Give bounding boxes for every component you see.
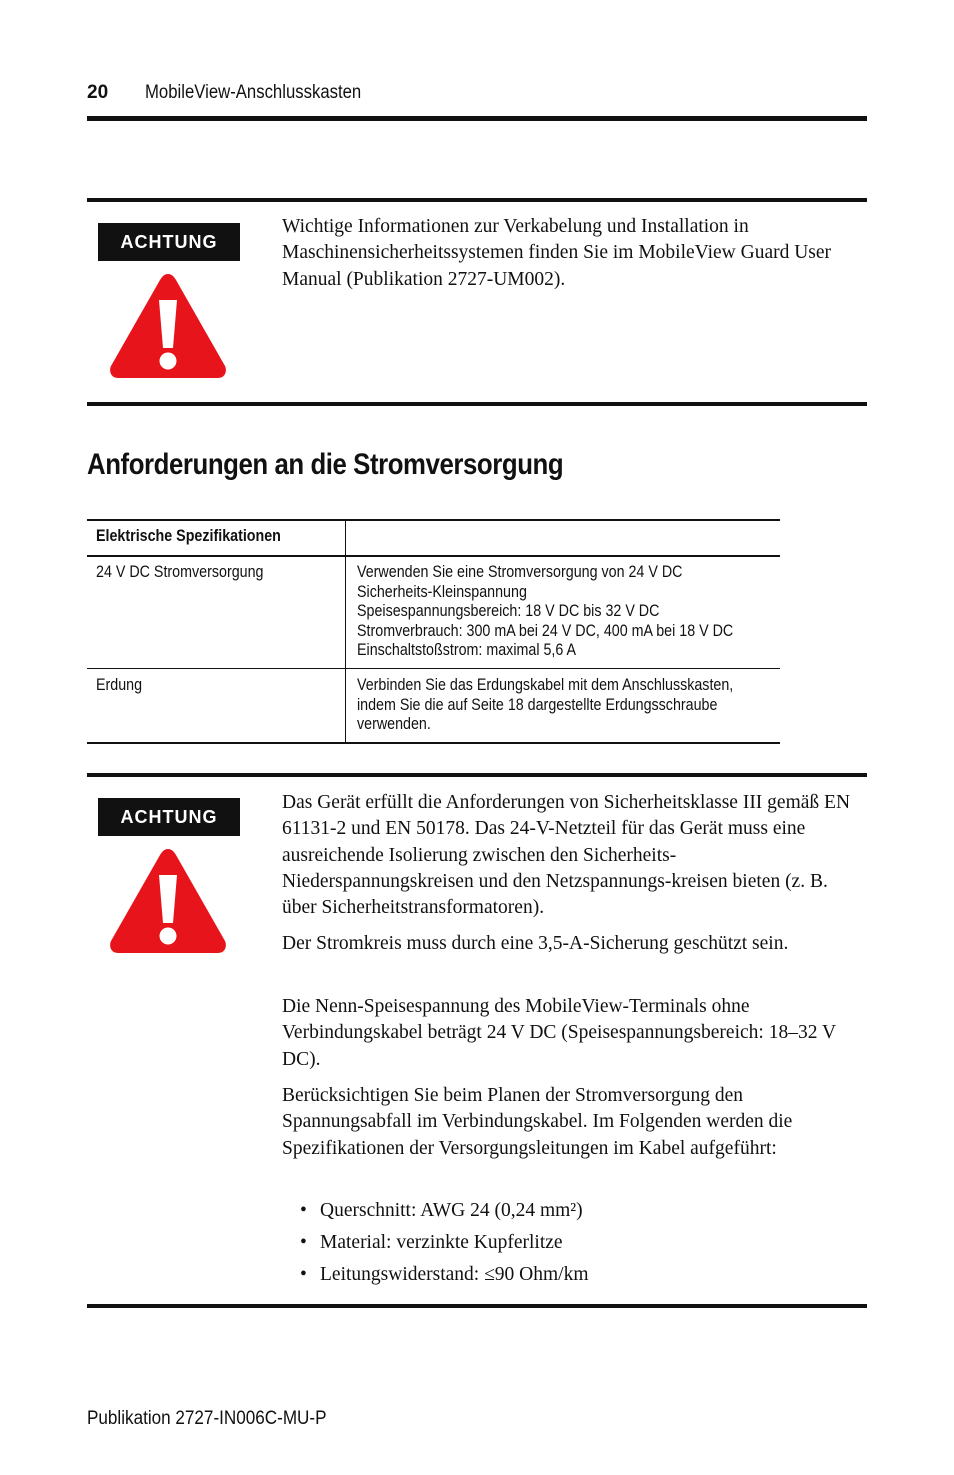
table-row-value (357, 675, 733, 734)
table-value-line: Sicherheits-Kleinspannung (357, 581, 527, 601)
page-footer: Publikation 2727-IN006C-MU-P (87, 1408, 327, 1429)
table-top-rule (87, 519, 780, 521)
warning-triangle-icon (107, 845, 229, 955)
notice2-paragraph: Das Gerät erfüllt die Anforderungen von Sicherheitsklasse III gemäß EN 61131-2 und EN 50178. Das 24-V-Netzteil für das Gerät muss eine ausreichende Isolierung zwischen den Sicherheits-Niederspannungskreisen und den Netzspannungs-kreisen bieten (z. B. über Sicherheitstransformatoren). (282, 792, 851, 919)
header-title: MobileView-Anschlusskasten (145, 82, 362, 103)
table-bottom-rule (87, 742, 780, 744)
table-row-label: 24 V DC Stromversorgung (96, 562, 264, 581)
page-header (87, 82, 867, 106)
notice2-top-rule (87, 773, 867, 777)
table-value-line: verwenden. (357, 714, 431, 733)
header-rule (87, 116, 867, 121)
notice2-paragraph: Die Nenn-Speisespannung des MobileView-Terminals ohne Verbindungskabel beträgt 24 V DC (Speisespannungsbereich: 18–32 V DC). (282, 996, 836, 1070)
table-value-line: indem Sie die auf Seite 18 dargestellte Erdungsschraube (357, 694, 718, 714)
notice2-achtung-label: ACHTUNG (98, 798, 240, 836)
table-header-rule (87, 555, 780, 557)
notice2-bottom-rule (87, 1304, 867, 1308)
table-column-divider (345, 519, 346, 744)
table-value-line: Verbinden Sie das Erdungskabel mit dem Anschlusskasten, (357, 675, 734, 694)
table-header-cell: Elektrische Spezifikationen (96, 526, 281, 545)
page-number: 20 (87, 82, 109, 103)
table-value-line: Stromverbrauch: 300 mA bei 24 V DC, 400 mA bei 18 V DC (357, 620, 734, 640)
notice1-bottom-rule (87, 402, 867, 406)
table-value-line: Einschaltstoßstrom: maximal 5,6 A (357, 640, 577, 659)
notice2-paragraph: Berücksichtigen Sie beim Planen der Stromversorgung den Spannungsabfall im Verbindungskabel. Im Folgenden werden die Spezifikationen der Versorgungsleitungen im Kabel aufgeführt: (282, 1085, 793, 1159)
section-title: Anforderungen an die Stromversorgung (87, 448, 564, 481)
notice2-paragraph: Der Stromkreis muss durch eine 3,5-A-Sicherung geschützt sein. (282, 933, 789, 954)
notice1-text: Wichtige Informationen zur Verkabelung und Installation in Maschinensicherheitssystemen finden Sie im MobileView Guard User Manual (Publikation 2727-UM002). (282, 216, 832, 290)
warning-triangle-icon (107, 270, 229, 380)
table-row-divider (87, 668, 780, 669)
notice1-achtung-label: ACHTUNG (98, 223, 240, 261)
table-value-line: Verwenden Sie eine Stromversorgung von 24 V DC (357, 562, 683, 581)
notice1-top-rule (87, 198, 867, 202)
table-value-line: Speisespannungsbereich: 18 V DC bis 32 V DC (357, 601, 660, 620)
table-row-label: Erdung (96, 675, 143, 694)
table-row-value (357, 562, 733, 660)
